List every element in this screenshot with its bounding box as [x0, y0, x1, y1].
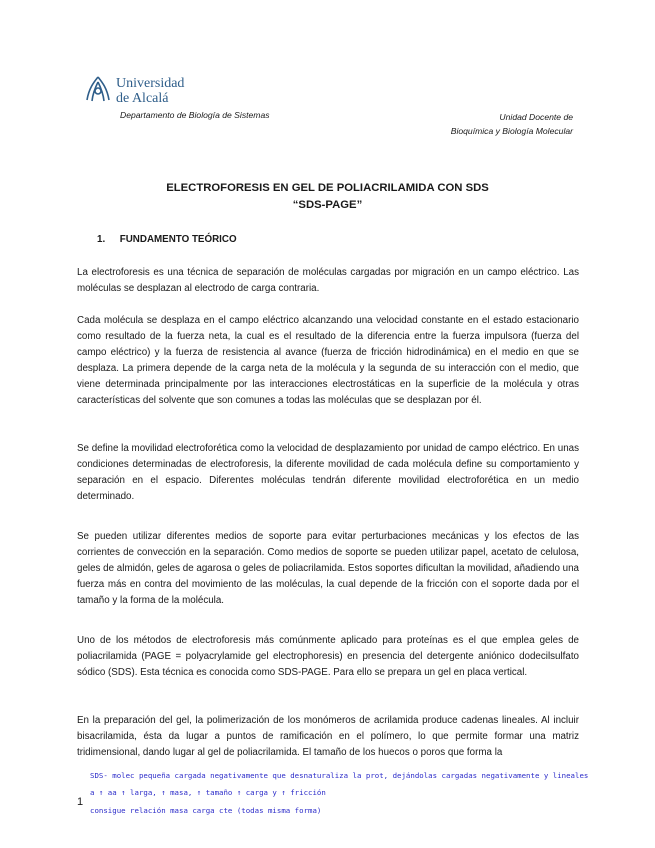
- paragraph: Cada molécula se desplaza en el campo eléctrico alcanzando una velocidad constante en el estado estacionario como resultado de la fuerza neta, la cual es el resultado de la diferencia entre la fuerza impulsora (fuerza del campo eléctrico) y la fuerza de resistencia al avance (fuerza de fricción hidrodinámica) en el medio en que se desplaza. La primera depende de la carga neta de la molécula y la segunda de su interacción con el medio, que viene determinada principalmente por las interacciones electrostáticas en la superficie de la molécula y otras características del solvente que son comunes a todas las moléculas que se desplazan por él.: [77, 315, 579, 407]
- department-name: Departamento de Biología de Sistemas: [120, 110, 270, 120]
- university-crest-icon: [84, 74, 112, 104]
- title-line1: ELECTROFORESIS EN GEL DE POLIACRILAMIDA CON SDS: [166, 182, 489, 194]
- page-number: 1: [77, 796, 84, 808]
- title-line2: “SDS-PAGE”: [292, 199, 363, 211]
- teaching-unit-line2: Bioquímica y Biología Molecular: [450, 126, 573, 136]
- logo-text-line1: Universidad: [116, 76, 185, 91]
- paragraph: En la preparación del gel, la polimerización de los monómeros de acrilamida produce cadenas lineales. Al incluir bisacrilamida, ésta da lugar a puntos de ramificación en el polímero, lo que permite formar una matriz tridimensional, dando lugar al gel de poliacrilamida. El tamaño de los huecos o poros que forma la: [77, 715, 579, 759]
- handwritten-annotation-line3: consigue relación masa carga cte (todas misma forma): [90, 806, 322, 815]
- document-title: [0, 180, 655, 214]
- teaching-unit: [451, 110, 573, 138]
- university-logo: [84, 74, 204, 106]
- handwritten-annotation-line1: SDS- molec pequeña cargada negativamente que desnaturaliza la prot, dejándolas cargadas negativamente y lineales: [90, 771, 589, 780]
- paragraph: Se define la movilidad electroforética como la velocidad de desplazamiento por unidad de campo eléctrico. En unas condiciones determinadas de electroforesis, la diferente movilidad de cada molécula define su comportamiento y separación en el espacio. Diferentes moléculas tendrán diferente movilidad electroforética en un medio determinado.: [77, 443, 579, 503]
- paragraph: Uno de los métodos de electroforesis más comúnmente aplicado para proteínas es el que emplea geles de poliacrilamida (PAGE = polyacrylamide gel electrophoresis) en presencia del detergente aniónico dodecilsulfato sódico (SDS). Esta técnica es conocida como SDS-PAGE. Para ello se prepara un gel en placa vertical.: [77, 635, 579, 679]
- section-number: 1.: [97, 234, 106, 245]
- section-heading: [97, 234, 237, 245]
- paragraph: La electroforesis es una técnica de separación de moléculas cargadas por migración en un campo eléctrico. Las moléculas se desplazan al electrodo de carga contraria.: [77, 267, 579, 295]
- handwritten-annotation-line2: a ↑ aa ↑ larga, ↑ masa, ↑ tamaño ↑ carga y ↑ fricción: [90, 788, 326, 797]
- teaching-unit-line1: Unidad Docente de: [499, 112, 573, 122]
- section-label: FUNDAMENTO TEÓRICO: [119, 234, 237, 245]
- paragraph: Se pueden utilizar diferentes medios de soporte para evitar perturbaciones mecánicas y los efectos de las corrientes de convección en la separación. Como medios de soporte se pueden utilizar papel, acetato de celulosa, geles de almidón, geles de agarosa o geles de poliacrilamida. Estos soportes dificultan la movilidad, añadiendo una fuerza más en contra del movimiento de las moléculas, la cual depende de la fricción con el soporte dada por el tamaño y la forma de la molécula.: [77, 531, 579, 607]
- logo-text-line2: de Alcalá: [116, 91, 169, 106]
